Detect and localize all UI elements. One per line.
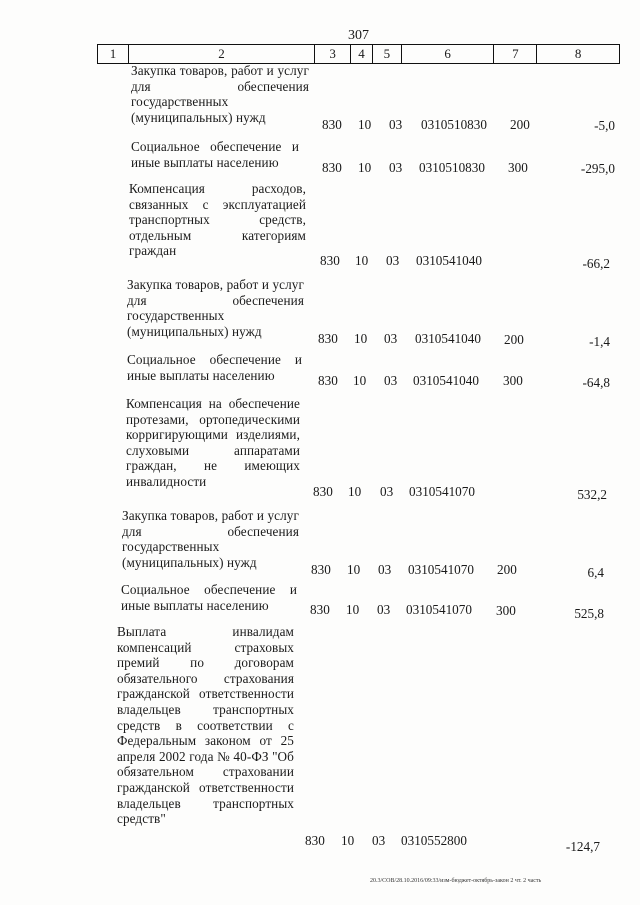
header-cell-5: 5 — [373, 45, 402, 63]
row-col3: 830 — [310, 602, 330, 617]
header-cell-4: 4 — [351, 45, 373, 63]
row-col8: 532,2 — [577, 487, 607, 502]
row-col4: 10 — [353, 373, 367, 388]
row-description: Закупка товаров, работ и услуг для обеспечения государственных (муниципальных) нужд — [122, 508, 299, 570]
row-col5: 03 — [386, 253, 400, 268]
row-col8: -295,0 — [580, 161, 615, 176]
row-col8: -64,8 — [582, 375, 610, 390]
row-col5: 03 — [384, 373, 398, 388]
row-col4: 10 — [358, 160, 372, 175]
row-col8: 525,8 — [574, 606, 604, 621]
row-col4: 10 — [348, 484, 362, 499]
row-col8: -5,0 — [594, 118, 615, 133]
row-col5: 03 — [377, 602, 391, 617]
row-col5: 03 — [389, 160, 403, 175]
row-col7: 300 — [503, 373, 523, 388]
row-col6: 0310541040 — [416, 253, 482, 268]
row-description: Выплата инвалидам компенсаций страховых премий по договорам обязательного страхования гражданской ответственности владельцев транспортных средств в соответствии с Федеральным законом от 25 апреля 2002 года № 40-ФЗ "Об обязательном страховании гражданской ответственности владельцев транспортных средств" — [117, 624, 294, 827]
header-cell-3: 3 — [315, 45, 351, 63]
row-col3: 830 — [322, 160, 342, 175]
header-cell-2: 2 — [129, 45, 315, 63]
row-col4: 10 — [355, 253, 369, 268]
row-col5: 03 — [389, 117, 403, 132]
row-col3: 830 — [322, 117, 342, 132]
row-description: Компенсация на обеспечение протезами, ортопедическими корригирующими изделиями, слуховыми аппаратами граждан, не имеющих инвалидности — [126, 396, 300, 489]
row-col7: 300 — [508, 160, 528, 175]
row-col5: 03 — [380, 484, 394, 499]
row-col8: 6,4 — [587, 565, 604, 580]
row-col3: 830 — [305, 833, 325, 848]
row-col4: 10 — [346, 602, 360, 617]
row-col5: 03 — [378, 562, 392, 577]
row-col6: 0310510830 — [419, 160, 485, 175]
row-col5: 03 — [384, 331, 398, 346]
row-col8: -124,7 — [565, 839, 600, 854]
row-col3: 830 — [311, 562, 331, 577]
row-description: Закупка товаров, работ и услуг для обеспечения государственных (муниципальных) нужд — [131, 63, 309, 125]
row-description: Социальное обеспечение и иные выплаты населению — [131, 139, 299, 170]
row-col3: 830 — [318, 331, 338, 346]
header-cell-1: 1 — [98, 45, 129, 63]
row-col4: 10 — [347, 562, 361, 577]
row-description: Социальное обеспечение и иные выплаты населению — [127, 352, 302, 383]
row-col6: 0310541070 — [409, 484, 475, 499]
row-col3: 830 — [320, 253, 340, 268]
row-col7: 200 — [510, 117, 530, 132]
header-cell-7: 7 — [494, 45, 537, 63]
row-description: Социальное обеспечение и иные выплаты населению — [121, 582, 297, 613]
header-cell-8: 8 — [574, 46, 582, 61]
table-header-row — [97, 44, 620, 64]
page-number: 307 — [348, 28, 369, 43]
document-footer-stamp: 20.3/СОВ/28.10.2016/09:33/изм-бюджет-октябрь-закон 2 чт. 2 часть — [370, 878, 542, 884]
row-col7: 200 — [504, 332, 524, 347]
row-col5: 03 — [372, 833, 386, 848]
row-col4: 10 — [358, 117, 372, 132]
row-col4: 10 — [354, 331, 368, 346]
row-col7: 300 — [496, 603, 516, 618]
row-col6: 0310541040 — [413, 373, 479, 388]
row-col6: 0310541070 — [406, 602, 472, 617]
header-cell-6: 6 — [402, 45, 495, 63]
row-col6: 0310541070 — [408, 562, 474, 577]
row-col7: 200 — [497, 562, 517, 577]
row-col8: -1,4 — [589, 334, 610, 349]
row-col8: -66,2 — [582, 256, 610, 271]
row-col6: 0310510830 — [421, 117, 487, 132]
row-description: Компенсация расходов, связанных с эксплуатацией транспортных средств, отдельным категориям граждан — [129, 181, 306, 259]
row-col6: 0310552800 — [401, 833, 467, 848]
row-col3: 830 — [318, 373, 338, 388]
row-col4: 10 — [341, 833, 355, 848]
row-col6: 0310541040 — [415, 331, 481, 346]
row-col3: 830 — [313, 484, 333, 499]
row-description: Закупка товаров, работ и услуг для обеспечения государственных (муниципальных) нужд — [127, 277, 304, 339]
